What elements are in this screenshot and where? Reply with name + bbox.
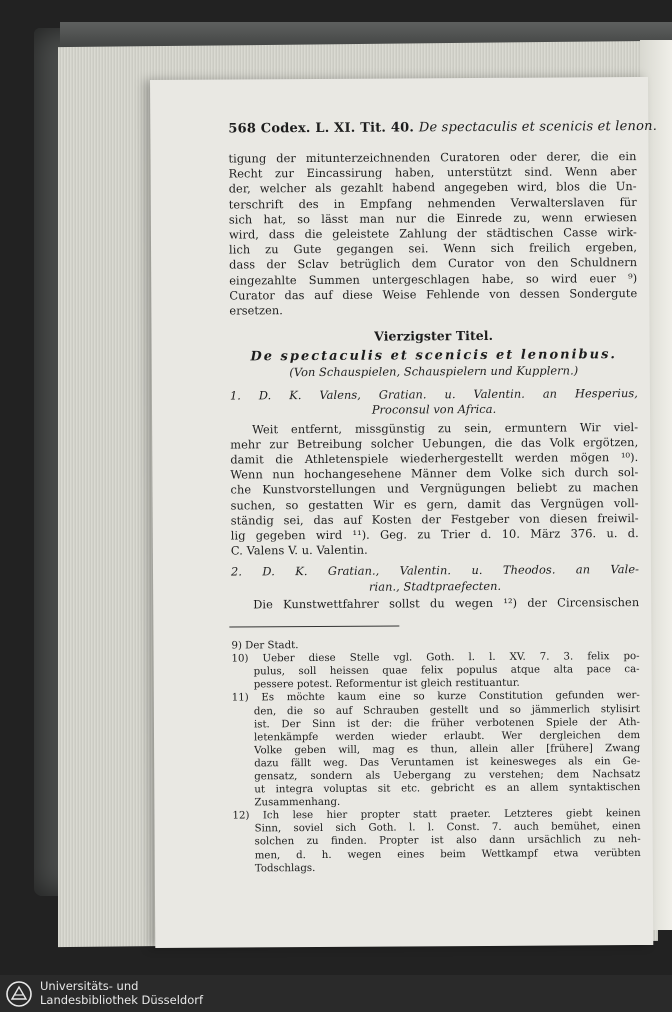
footnote-line: men, d. h. wegen eines beim Wettkampf etwa verübten	[254, 847, 641, 861]
footnote-line: den, die so auf Schrauben gestellt und so jämmerlich stylisirt	[253, 703, 640, 717]
footnote-line: ist. Der Sinn ist der: die früher verbotenen Spiele der Ath-	[253, 716, 640, 731]
title-latin: De spectaculis et scenicis et lenonibus.	[250, 347, 617, 365]
library-name-line-1: Universitäts- und	[40, 979, 139, 993]
text-line: terschrift des in Empfang nehmenden Verwalterslaven für	[228, 194, 637, 212]
footnote-line: solchen zu finden. Propter ist also dann ursächlich zu neh-	[254, 834, 641, 848]
text-line: Wenn nun hochangesehene Männer dem Volke sich durch sol-	[230, 465, 639, 482]
footnote-line: Volke geben will, mag es thun, allein aller [frühere] Zwang	[254, 742, 641, 757]
footnote-line: 10) Ueber diese Stelle vgl. Goth. l. l. XV. 7. 3. felix po-	[231, 651, 640, 665]
library-name-line-2: Landesbibliothek Düsseldorf	[40, 993, 204, 1007]
text-line: Curator das auf diese Weise Fehlende von dessen Sondergute	[229, 285, 638, 303]
text-line: Recht zur Eincassirung haben, unterstützt sind. Wenn aber	[228, 164, 637, 181]
section-1-addressee: Proconsul von Africa.	[371, 402, 497, 418]
page-text	[228, 118, 658, 875]
footnote-line: gensatz, sondern als Uebergang zu verstehen; dem Nachsatz	[254, 769, 641, 783]
text-line: eingezahlte Summen untergeschlagen habe, so wird euer ⁹)	[229, 270, 638, 288]
footnote-line: Todschlags.	[254, 862, 316, 875]
footnote-line: Sinn, soviel sich Goth. l. l. Const. 7. auch bemühet, einen	[254, 821, 641, 835]
text-line: sich hat, so lässt man nur die Einrede zu, wenn erwiesen	[228, 209, 637, 227]
section-1-heading: 1. D. K. Valens, Gratian. u. Valentin. an Hesperius,	[229, 386, 638, 403]
header-title: De spectaculis et scenicis et lenon.	[418, 118, 658, 136]
library-footer	[0, 975, 672, 1012]
book-page	[150, 77, 658, 948]
text-line: Die Kunstwettfahrer sollst du wegen ¹²) der Circensischen	[253, 594, 640, 612]
text-line: lich zu Gute gegangen sei. Wenn sich freilich ergeben,	[228, 240, 638, 257]
page-number: 568	[228, 121, 257, 137]
text-line: tigung der mitunterzeichnenden Curatoren oder derer, die ein	[228, 149, 637, 166]
text-line: C. Valens V. u. Valentin.	[230, 542, 368, 558]
footnote-rule	[229, 626, 399, 628]
running-header	[228, 118, 658, 137]
text-line: ersetzen.	[229, 303, 283, 318]
section-2-addressee: rian., Stadtpraefecten.	[368, 578, 502, 594]
library-logo-icon	[6, 981, 32, 1007]
footnote-line: 11) Es möchte kaum eine so kurze Constitution gefunden wer-	[231, 690, 640, 704]
footnote-line: ut integra voluptas sit etc. gebricht es an allem syntaktischen	[254, 782, 641, 796]
text-line: damit die Athletenspiele wiederhergestellt werden mögen ¹⁰).	[230, 450, 639, 467]
footnote-line: Zusammenhang.	[254, 797, 341, 809]
text-line: lig gegeben wird ¹¹). Geg. zu Trier d. 10. März 376. u. d.	[230, 526, 639, 543]
text-line: wird, dass die geleistete Zahlung der städtischen Casse wirk-	[228, 225, 637, 242]
footnote-line: 9) Der Stadt.	[231, 640, 299, 652]
footnotes	[231, 637, 640, 875]
text-line: der, welcher als gezahlt habend angegeben wird, blos die Un-	[228, 179, 637, 196]
text-line: ständig sei, das auf Kosten der Festgeber von diesen freiwil-	[230, 510, 639, 528]
footnote-line: pulus, soll heissen quae felix populus atque alta pace ca-	[253, 664, 640, 678]
footnote-line: 12) Ich lese hier propter statt praeter. Letzteres giebt keinen	[232, 808, 641, 822]
text-line: mehr zur Betreibung solcher Uebungen, die das Volk ergötzen,	[230, 434, 639, 452]
title-german: (Von Schauspielen, Schauspielern und Kupplern.)	[289, 363, 579, 380]
text-line: che Kunstvorstellungen und Vergnügungen beliebt zu machen	[230, 480, 639, 497]
text-line: suchen, so gestatten Wir es gern, damit das Vergnügen voll-	[230, 495, 639, 513]
text-line: Weit entfernt, missgünstig zu sein, ermuntern Wir viel-	[252, 419, 639, 437]
section-1-text	[230, 420, 639, 559]
footnote-line: dazu fällt weg. Das Veruntamen ist keinesweges als ein Ge-	[254, 755, 641, 770]
body-paragraph	[228, 149, 637, 319]
library-name	[40, 979, 203, 1007]
text-line: dass der Sclav betrüglich dem Curator von den Schuldnern	[229, 255, 638, 272]
footnote-line: letenkämpfe werden wieder erlaubt. Wer dergleichen dem	[253, 729, 641, 744]
title-heading: Vierzigster Titel.	[374, 328, 494, 344]
header-codex: Codex. L. XI. Tit. 40.	[260, 120, 415, 137]
footnote-line: pessere potest. Reformentur ist gleich restituantur.	[253, 678, 520, 691]
section-2-heading: 2. D. K. Gratian., Valentin. u. Theodos. an Vale-	[230, 562, 640, 579]
